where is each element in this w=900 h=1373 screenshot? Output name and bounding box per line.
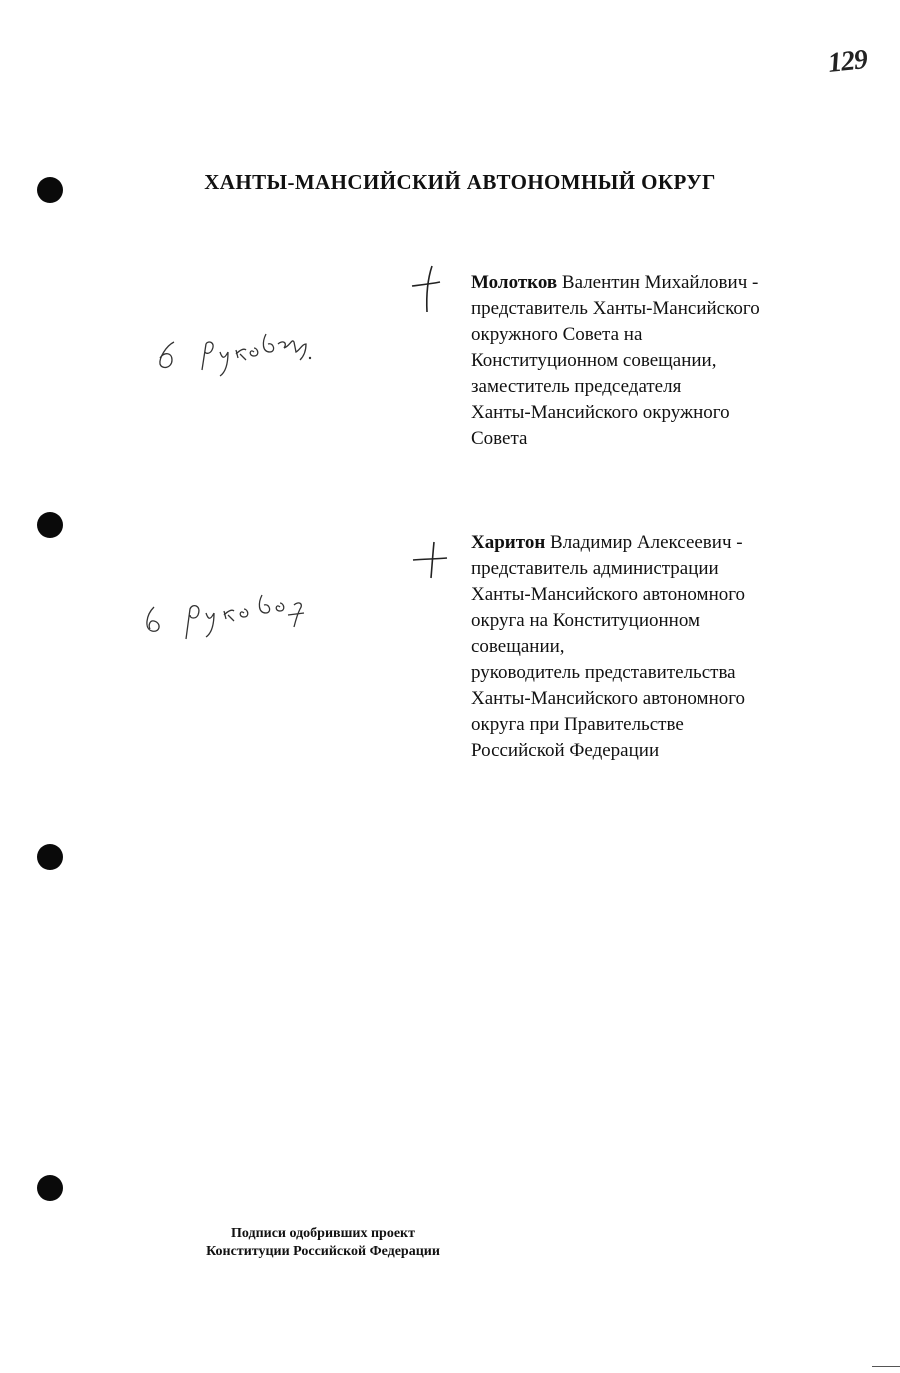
document-footer — [193, 1225, 453, 1261]
delegate-surname: Молотков — [471, 272, 558, 293]
binder-hole — [37, 1175, 63, 1201]
delegate-entry-khariton — [471, 530, 821, 764]
delegate-position-line: окружного Совета на — [471, 324, 643, 345]
delegate-position-line: представитель Ханты-Мансийского — [471, 298, 760, 319]
delegate-position-line: округа при Правительстве — [471, 714, 684, 735]
delegate-position-line: Совета — [471, 428, 528, 449]
delegate-position-line: руководитель представительства — [471, 662, 736, 683]
delegate-position-line: Ханты-Мансийского окружного — [471, 402, 730, 423]
delegate-position-line: заместитель председателя — [471, 376, 682, 397]
delegate-given-name: Владимир Алексеевич - — [545, 532, 743, 553]
handwritten-note — [150, 322, 320, 387]
delegate-given-name: Валентин Михайлович - — [557, 272, 759, 293]
binder-hole — [37, 844, 63, 870]
footer-line: Подписи одобривших проект — [231, 1226, 415, 1241]
binder-hole — [37, 512, 63, 538]
page-number: 129 — [826, 44, 869, 79]
delegate-name-line — [471, 530, 821, 556]
footer-line: Конституции Российской Федерации — [206, 1244, 440, 1259]
scan-edge-mark — [872, 1366, 900, 1367]
delegate-name-line — [471, 270, 821, 296]
handwriting-in-rukovod-icon — [150, 322, 320, 382]
delegate-entry-molotkov — [471, 270, 821, 452]
handwritten-note — [138, 585, 318, 650]
delegate-position-line: Российской Федерации — [471, 740, 660, 761]
delegate-position-line: совещании, — [471, 636, 565, 657]
handwritten-plus-mark — [408, 262, 444, 316]
delegate-position-line: Конституционном совещании, — [471, 350, 717, 371]
delegate-position-line: Ханты-Мансийского автономного — [471, 688, 746, 709]
delegate-position-line: Ханты-Мансийского автономного — [471, 584, 746, 605]
handwritten-plus-mark — [410, 538, 450, 582]
handwriting-v-rukovod-icon — [138, 585, 318, 645]
delegate-position-line: представитель администрации — [471, 558, 719, 579]
region-title: ХАНТЫ-МАНСИЙСКИЙ АВТОНОМНЫЙ ОКРУГ — [204, 170, 716, 194]
delegate-position-line: округа на Конституционном — [471, 610, 700, 631]
delegate-surname: Харитон — [471, 532, 546, 553]
